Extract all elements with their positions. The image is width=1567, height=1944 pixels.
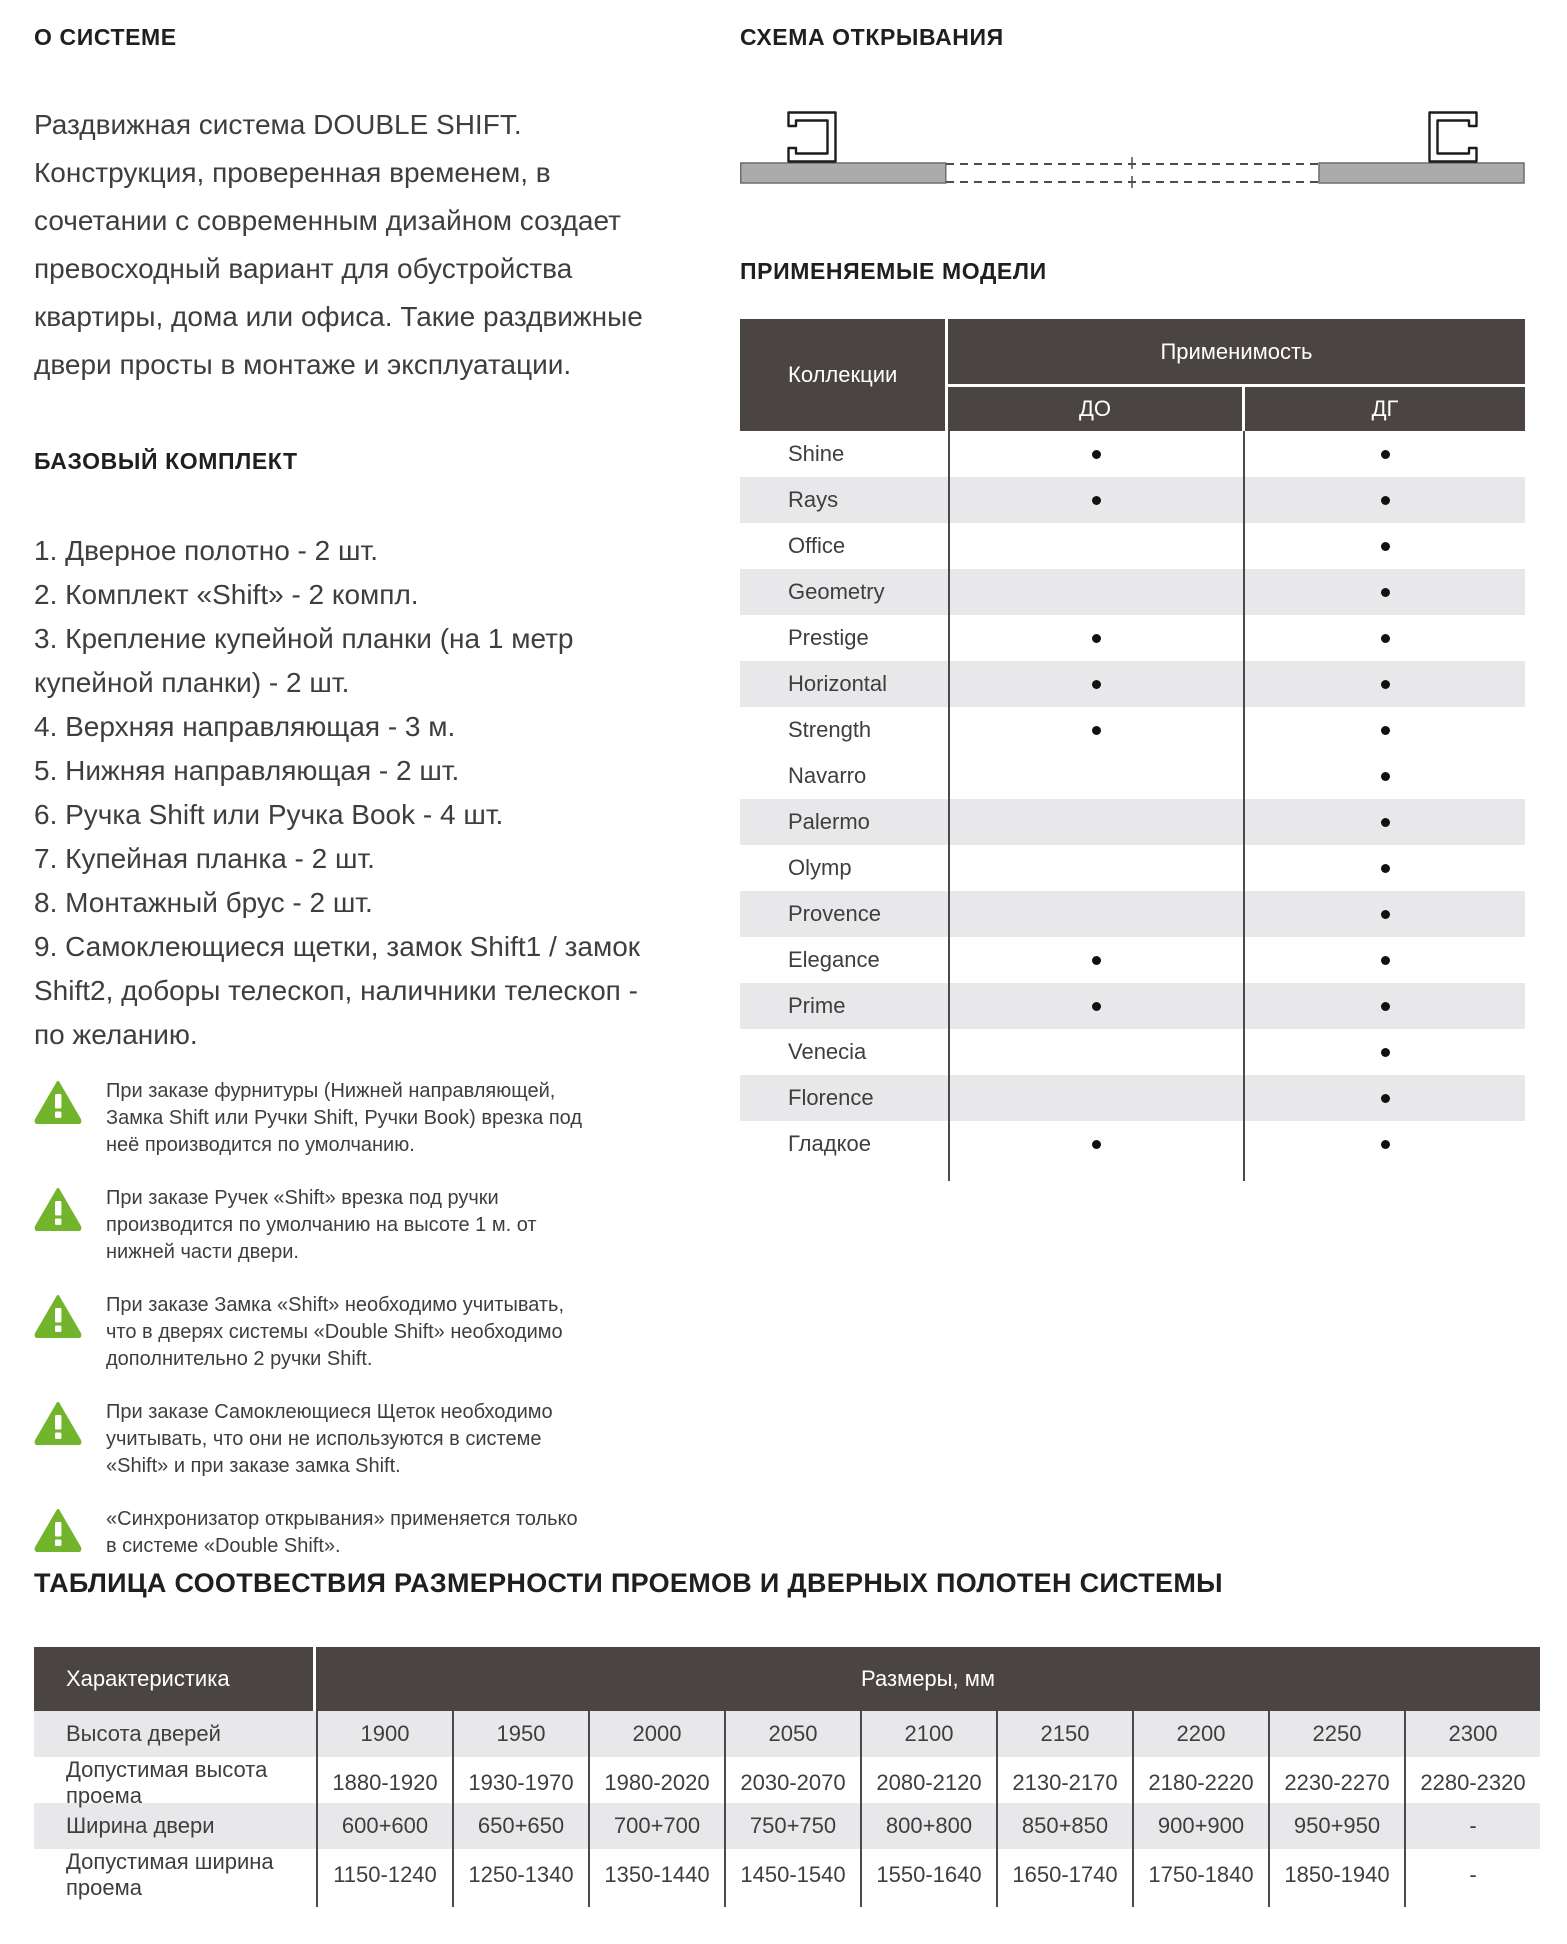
cell-do [948,983,1245,1029]
dot [1092,450,1101,459]
about-title: О СИСТЕМЕ [34,24,177,50]
dot [1381,726,1390,735]
size-value-2-9: 2280-2320 [1404,1757,1540,1809]
size-value-1-8: 2250 [1268,1711,1404,1757]
size-value-4-1: 1150-1240 [316,1849,452,1901]
size-value-4-2: 1250-1340 [452,1849,588,1901]
warning-note-2 [34,1185,654,1266]
dot [1381,450,1390,459]
dot [1092,680,1101,689]
cell-do [948,1075,1245,1121]
table-row-navarro [740,753,1525,799]
warning-note-text: «Синхронизатор открывания» применяется только в системе «Double Shift». [106,1508,578,1557]
cell-do [948,707,1245,753]
dot [1381,1140,1390,1149]
cell-dg [1245,937,1525,983]
cell-do [948,615,1245,661]
cell-dg [1245,477,1525,523]
size-row-label: Высота дверей [66,1721,221,1746]
size-value-3-5: 800+800 [860,1803,996,1849]
size-value-3-8: 950+950 [1268,1803,1404,1849]
dot [1381,634,1390,643]
table-row-size-4 [34,1849,1540,1900]
sizes-title: ТАБЛИЦА СООТВЕСТВИЯ РАЗМЕРНОСТИ ПРОЕМОВ И ДВЕРНЫХ ПОЛОТЕН СИСТЕМЫ [34,1568,1223,1598]
table-row-prime [740,983,1525,1029]
cell-do [948,845,1245,891]
warning-note-5 [34,1506,654,1560]
size-value-3-3: 700+700 [588,1803,724,1849]
left-frame-profile [789,113,836,162]
cell-do [948,431,1245,477]
size-value-2-8: 2230-2270 [1268,1757,1404,1809]
kit-item-8: 8. Монтажный брус - 2 шт. [34,887,373,918]
warning-note-text: При заказе Ручек «Shift» врезка под ручки производится по умолчанию на высоте 1 м. от нижней части двери. [106,1187,537,1263]
kit-title: БАЗОВЫЙ КОМПЛЕКТ [34,448,298,474]
ext-do [948,1167,1245,1181]
kit-item-5: 5. Нижняя направляющая - 2 шт. [34,755,460,786]
ext-col-8 [1268,1895,1404,1907]
size-value-3-7: 900+900 [1132,1803,1268,1849]
dot [1381,588,1390,597]
size-value-2-3: 1980-2020 [588,1757,724,1809]
table-row-geometry [740,569,1525,615]
table-row-olymp [740,845,1525,891]
cell-dg [1245,569,1525,615]
size-value-2-1: 1880-1920 [316,1757,452,1809]
dot [1381,542,1390,551]
table-row-elegance [740,937,1525,983]
kit-item-7: 7. Купейная планка - 2 шт. [34,843,375,874]
size-value-3-6: 850+850 [996,1803,1132,1849]
collection-name: Florence [788,1085,874,1110]
collection-name: Provence [788,901,881,926]
warning-notes [34,1078,654,1560]
cell-dg [1245,1121,1525,1167]
sizes-table [34,1647,1540,1907]
size-value-4-8: 1850-1940 [1268,1849,1404,1901]
size-value-3-4: 750+750 [724,1803,860,1849]
size-value-4-9: - [1404,1849,1540,1901]
kit-item-6: 6. Ручка Shift или Ручка Book - 4 шт. [34,799,504,830]
collection-name: Navarro [788,763,867,788]
dot [1381,818,1390,827]
size-value-1-9: 2300 [1404,1711,1540,1757]
warning-note-text: При заказе Замка «Shift» необходимо учитывать, что в дверях системы «Double Shift» необходимо дополнительно 2 ручки Shift. [106,1294,565,1370]
size-value-1-4: 2050 [724,1711,860,1757]
models-table [740,319,1525,1181]
dot [1092,1002,1101,1011]
table-row-rays [740,477,1525,523]
table-row-size-3 [34,1803,1540,1849]
collection-name: Rays [788,487,839,512]
cell-dg [1245,431,1525,477]
cell-do [948,523,1245,569]
cell-dg [1245,753,1525,799]
ext-label [34,1895,316,1907]
cell-do [948,661,1245,707]
cell-dg [1245,615,1525,661]
cell-dg [1245,845,1525,891]
size-value-2-7: 2180-2220 [1132,1757,1268,1809]
size-value-2-5: 2080-2120 [860,1757,996,1809]
col-header-collections: Коллекции [740,319,948,431]
door-diagram-svg [740,105,1525,189]
dot [1381,864,1390,873]
kit-item-3: 3. Крепление купейной планки (на 1 метр купейной планки) - 2 шт. [34,623,574,698]
size-value-1-1: 1900 [316,1711,452,1757]
dot [1092,496,1101,505]
col-header-characteristic: Характеристика [34,1647,316,1711]
about-paragraph: Раздвижная система DOUBLE SHIFT. Конструкция, проверенная временем, в сочетании с современным дизайном создает превосходный вариант для обустройства квартиры, дома или офиса. Такие раздвижные двери просты в монтаже и эксплуатации. [34,109,643,380]
size-row-label: Ширина двери [66,1813,215,1838]
size-row-label: Допустимая ширина проема [66,1849,274,1900]
dot [1092,956,1101,965]
models-table-body [740,431,1525,1181]
warning-note-text: При заказе фурнитуры (Нижней направляющей, Замка Shift или Ручки Shift, Ручки Book) врезка под неё производится по умолчанию. [106,1080,583,1156]
size-value-1-2: 1950 [452,1711,588,1757]
size-value-4-4: 1450-1540 [724,1849,860,1901]
cell-do [948,1121,1245,1167]
warning-note-3 [34,1292,654,1373]
collection-name: Office [788,533,846,558]
col-header-applicability: Применимость [948,319,1525,387]
cell-dg [1245,891,1525,937]
size-value-2-4: 2030-2070 [724,1757,860,1809]
dot [1381,772,1390,781]
warning-triangle-icon [34,1078,82,1129]
sizes-table-line-extension [34,1895,1540,1907]
col-header-sizes-mm: Размеры, мм [316,1647,1540,1711]
size-value-4-5: 1550-1640 [860,1849,996,1901]
dot [1381,680,1390,689]
table-row-shine [740,431,1525,477]
cell-do [948,753,1245,799]
ext-col-3 [588,1895,724,1907]
models-table-line-extension [740,1167,1525,1181]
cell-do [948,477,1245,523]
section-opening-scheme [740,24,1525,194]
collection-name: Elegance [788,947,880,972]
right-frame-profile [1430,113,1477,162]
warning-triangle-icon [34,1185,82,1236]
section-size-table [34,1568,1540,1907]
dot [1092,634,1101,643]
kit-item-4: 4. Верхняя направляющая - 3 м. [34,711,456,742]
collection-name: Palermo [788,809,870,834]
size-row-label: Допустимая высота проема [66,1757,268,1808]
ext-col-7 [1132,1895,1268,1907]
table-row-horizontal [740,661,1525,707]
warning-note-text: При заказе Самоклеющиеся Щеток необходимо учитывать, что они не используются в системе «Shift» и при заказе замка Shift. [106,1401,553,1477]
collection-name: Гладкое [788,1131,871,1156]
size-value-2-6: 2130-2170 [996,1757,1132,1809]
cell-dg [1245,707,1525,753]
cell-do [948,937,1245,983]
ext-col-2 [452,1895,588,1907]
size-value-3-2: 650+650 [452,1803,588,1849]
left-door-panel [741,163,946,183]
collection-name: Horizontal [788,671,888,696]
right-door-panel [1319,163,1524,183]
cell-dg [1245,983,1525,1029]
ext-dg [1245,1167,1525,1181]
section-about [34,24,666,389]
cell-do [948,1029,1245,1075]
kit-item-9: 9. Самоклеющиеся щетки, замок Shift1 / замок Shift2, доборы телескоп, наличники телескоп - по желанию. [34,931,641,1050]
cell-do [948,891,1245,937]
col-header-do: ДО [948,387,1245,431]
dot [1381,1048,1390,1057]
opening-scheme-diagram [740,105,1525,194]
cell-do [948,799,1245,845]
table-row-size-2 [34,1757,1540,1808]
size-value-1-7: 2200 [1132,1711,1268,1757]
models-title: ПРИМЕНЯЕМЫЕ МОДЕЛИ [740,258,1047,284]
table-row-palermo [740,799,1525,845]
ext-col-9 [1404,1895,1540,1907]
sizes-table-header [34,1647,1540,1711]
table-row-гладкое [740,1121,1525,1167]
size-value-2-2: 1930-1970 [452,1757,588,1809]
size-value-4-3: 1350-1440 [588,1849,724,1901]
warning-note-1 [34,1078,654,1159]
size-value-4-6: 1650-1740 [996,1849,1132,1901]
table-row-prestige [740,615,1525,661]
size-value-4-7: 1750-1840 [1132,1849,1268,1901]
dot [1381,910,1390,919]
size-value-1-6: 2150 [996,1711,1132,1757]
dot [1381,1094,1390,1103]
table-row-strength [740,707,1525,753]
cell-dg [1245,523,1525,569]
table-row-provence [740,891,1525,937]
collection-name: Olymp [788,855,852,880]
warning-triangle-icon [34,1292,82,1343]
cell-dg [1245,1075,1525,1121]
collection-name: Venecia [788,1039,867,1064]
kit-item-2: 2. Комплект «Shift» - 2 компл. [34,579,419,610]
dot [1381,956,1390,965]
dot [1092,726,1101,735]
ext-col-5 [860,1895,996,1907]
cell-dg [1245,661,1525,707]
size-value-3-9: - [1404,1803,1540,1849]
ext-name [740,1167,948,1181]
kit-list [34,529,674,1057]
dot [1092,1140,1101,1149]
col-header-dg: ДГ [1245,387,1525,431]
collection-name: Prestige [788,625,869,650]
table-row-florence [740,1075,1525,1121]
models-table-header [740,319,1525,431]
scheme-title: СХЕМА ОТКРЫВАНИЯ [740,24,1004,50]
collection-name: Prime [788,993,846,1018]
warning-note-4 [34,1399,654,1480]
collection-name: Strength [788,717,872,742]
ext-col-1 [316,1895,452,1907]
size-value-3-1: 600+600 [316,1803,452,1849]
sizes-table-body [34,1711,1540,1907]
table-row-size-1 [34,1711,1540,1757]
collection-name: Geometry [788,579,885,604]
ext-col-6 [996,1895,1132,1907]
kit-item-1: 1. Дверное полотно - 2 шт. [34,535,378,566]
dot [1381,1002,1390,1011]
cell-do [948,569,1245,615]
table-row-office [740,523,1525,569]
table-row-venecia [740,1029,1525,1075]
section-basic-kit [34,448,674,1057]
warning-triangle-icon [34,1399,82,1450]
cell-dg [1245,1029,1525,1075]
ext-col-4 [724,1895,860,1907]
cell-dg [1245,799,1525,845]
collection-name: Shine [788,441,845,466]
size-value-1-5: 2100 [860,1711,996,1757]
size-value-1-3: 2000 [588,1711,724,1757]
section-applied-models [740,258,1525,1181]
warning-triangle-icon [34,1506,82,1557]
dot [1381,496,1390,505]
